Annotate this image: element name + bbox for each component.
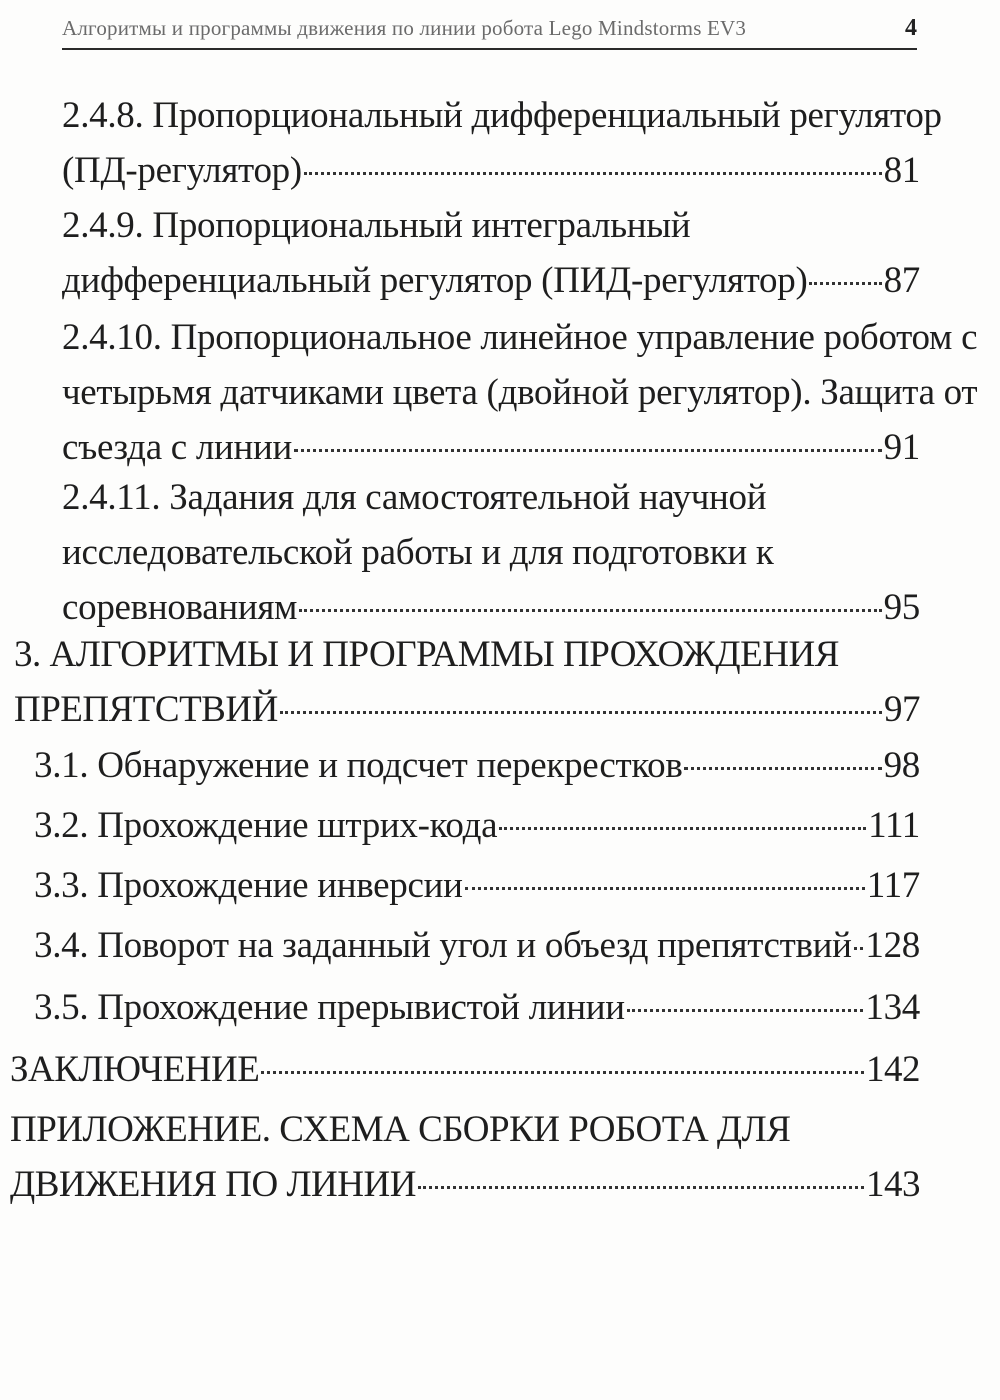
toc-line (62, 470, 920, 525)
running-title: Алгоритмы и программы движения по линии робота Lego Mindstorms EV3 (62, 15, 747, 40)
toc-page-number: 95 (883, 587, 920, 628)
dot-leader (809, 282, 881, 285)
dot-leader (418, 1186, 864, 1189)
toc-line (34, 738, 920, 793)
dot-leader (261, 1071, 864, 1074)
toc-line (62, 198, 920, 253)
dot-leader (304, 172, 882, 175)
dot-leader (684, 767, 881, 770)
toc-entry-3-5[interactable] (34, 980, 920, 1035)
toc-line (62, 420, 920, 475)
toc-page-number: 91 (883, 427, 920, 468)
toc-entry-3-2[interactable] (34, 798, 920, 853)
toc-entry-chapter-3[interactable] (14, 627, 920, 737)
toc-line (14, 682, 920, 737)
toc-title: 2.4.11. Задания для самостоятельной научной (62, 477, 767, 518)
toc-entry-3-4[interactable] (34, 918, 920, 973)
toc-page-number: 128 (865, 925, 920, 966)
toc-page-number: 111 (868, 805, 920, 846)
toc-title: 3.3. Прохождение инверсии (34, 865, 463, 906)
toc-title: четырьмя датчиками цвета (двойной регулятор). Защита от (62, 372, 978, 413)
dot-leader (465, 887, 865, 890)
toc-line (62, 143, 920, 198)
toc-title: ДВИЖЕНИЯ ПО ЛИНИИ (10, 1164, 416, 1205)
toc-line (14, 627, 920, 682)
toc-line (62, 310, 978, 365)
toc-page-number: 143 (866, 1164, 920, 1205)
toc-title: 3.1. Обнаружение и подсчет перекрестков (34, 745, 683, 786)
toc-line (34, 798, 920, 853)
toc-line (62, 365, 978, 420)
toc-page-number: 97 (884, 689, 920, 730)
toc-line (10, 1102, 920, 1157)
toc-title: ПРЕПЯТСТВИЙ (14, 689, 278, 730)
toc-title: 2.4.9. Пропорциональный интегральный (62, 205, 691, 246)
toc-entry-conclusion[interactable] (10, 1042, 920, 1097)
toc-line (34, 858, 920, 913)
toc-title: 3.4. Поворот на заданный угол и объезд препятствий (34, 925, 852, 966)
toc-title: исследовательской работы и для подготовки к (62, 532, 774, 573)
toc-entry-appendix[interactable] (10, 1102, 920, 1212)
toc-line (10, 1042, 920, 1097)
dot-leader (299, 609, 881, 612)
toc-title: 3.2. Прохождение штрих-кода (34, 805, 498, 846)
toc-line (34, 980, 920, 1035)
toc-line (62, 88, 942, 143)
toc-page-number: 98 (883, 745, 920, 786)
dot-leader (627, 1009, 864, 1012)
toc-title: дифференциальный регулятор (ПИД-регулятор) (62, 260, 808, 301)
toc-title: 2.4.8. Пропорциональный дифференциальный регулятор (62, 95, 942, 136)
toc-page-number: 81 (883, 150, 920, 191)
toc-line (34, 918, 920, 973)
toc-title: съезда с линии (62, 427, 293, 468)
toc-line (62, 253, 920, 308)
dot-leader (294, 449, 882, 452)
toc-entry-2-4-11[interactable] (62, 470, 920, 635)
toc-page-number: 87 (883, 260, 920, 301)
dot-leader (854, 947, 864, 950)
toc-entry-2-4-10[interactable] (62, 310, 978, 475)
toc-title: 3. АЛГОРИТМЫ И ПРОГРАММЫ ПРОХОЖДЕНИЯ (14, 634, 839, 675)
toc-entry-2-4-9[interactable] (62, 198, 920, 308)
toc-entry-3-3[interactable] (34, 858, 920, 913)
dot-leader (280, 711, 882, 714)
toc-title: ПРИЛОЖЕНИЕ. СХЕМА СБОРКИ РОБОТА ДЛЯ (10, 1109, 791, 1150)
toc-title: 3.5. Прохождение прерывистой линии (34, 987, 625, 1028)
toc-line (62, 525, 920, 580)
toc-page-number: 117 (866, 865, 920, 906)
toc-title: (ПД-регулятор) (62, 150, 302, 191)
running-header (62, 8, 917, 50)
dot-leader (499, 827, 866, 830)
toc-title: 2.4.10. Пропорциональное линейное управление роботом с (62, 317, 978, 358)
toc-entry-3-1[interactable] (34, 738, 920, 793)
toc-line (10, 1157, 920, 1212)
toc-title: ЗАКЛЮЧЕНИЕ (10, 1049, 260, 1090)
toc-page-number: 134 (865, 987, 920, 1028)
toc-title: соревнованиям (62, 587, 298, 628)
toc-page-number: 142 (866, 1049, 920, 1090)
page-number: 4 (905, 14, 917, 41)
toc-entry-2-4-8[interactable] (62, 88, 942, 198)
